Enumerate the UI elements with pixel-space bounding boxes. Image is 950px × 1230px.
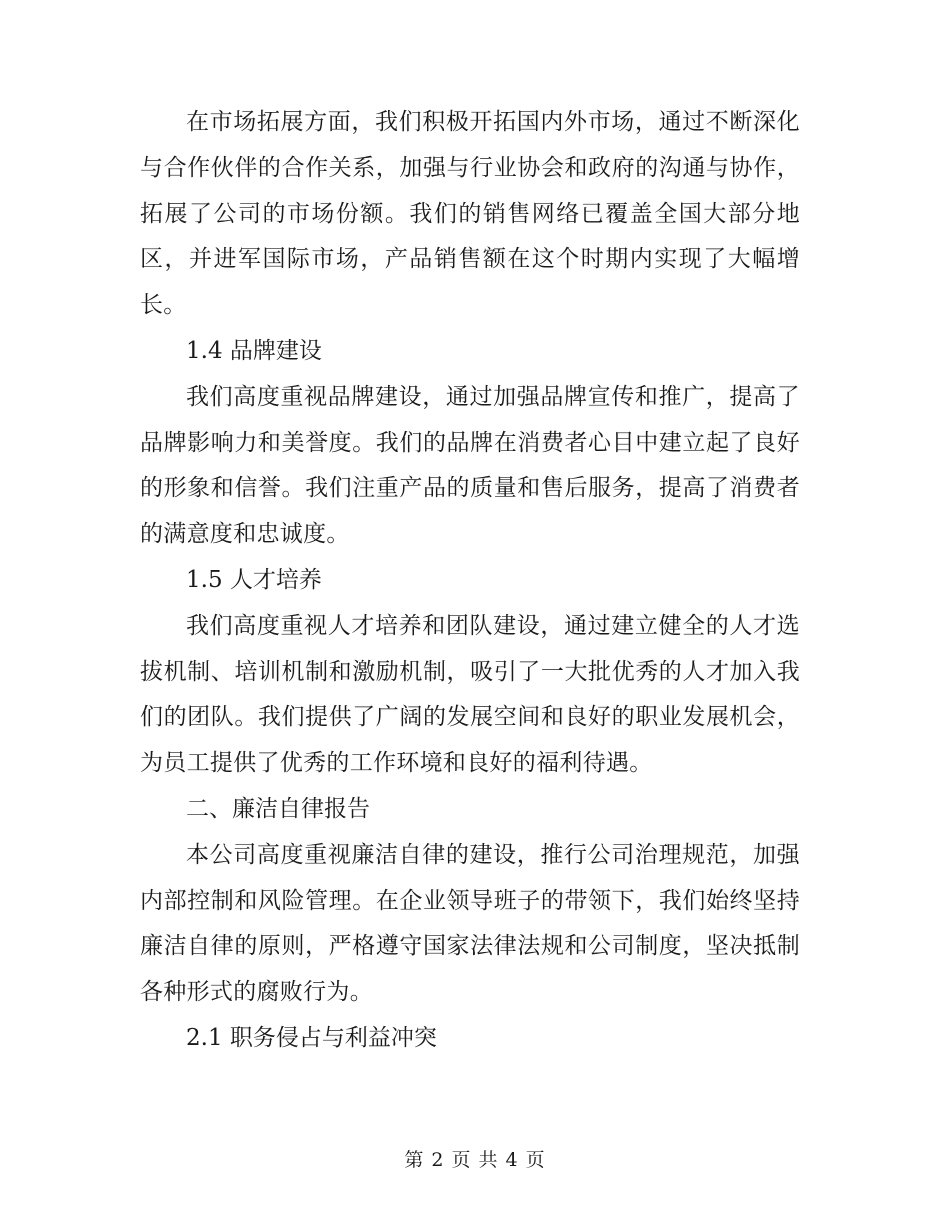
section-heading-embezzlement-conflict: 2.1 职务侵占与利益冲突 bbox=[186, 1024, 437, 1051]
paragraph-market-expansion: 在市场拓展方面，我们积极开拓国内外市场，通过不断深化与合作伙伴的合作关系，加强与行业协会和政府的沟通与协作，拓展了公司的市场份额。我们的销售网络已覆盖全国大部分地区，并进军国际市场，产品销售额在这个时期内实现了大幅增长。 bbox=[140, 109, 800, 319]
section-heading-talent-cultivation: 1.5 人才培养 bbox=[186, 566, 322, 593]
paragraph-brand-building: 我们高度重视品牌建设，通过加强品牌宣传和推广，提高了品牌影响力和美誉度。我们的品牌在消费者心目中建立起了良好的形象和信誉。我们注重产品的质量和售后服务，提高了消费者的满意度和忠诚度。 bbox=[140, 383, 800, 548]
section-heading-brand-building: 1.4 品牌建设 bbox=[186, 337, 322, 364]
section-heading-integrity-report: 二、廉洁自律报告 bbox=[186, 795, 370, 822]
paragraph-integrity-report: 本公司高度重视廉洁自律的建设，推行公司治理规范，加强内部控制和风险管理。在企业领导班子的带领下，我们始终坚持廉洁自律的原则，严格遵守国家法律法规和公司制度，坚决抵制各种形式的腐败行为。 bbox=[140, 841, 800, 1006]
paragraph-talent-cultivation: 我们高度重视人才培养和团队建设，通过建立健全的人才选拔机制、培训机制和激励机制，吸引了一大批优秀的人才加入我们的团队。我们提供了广阔的发展空间和良好的职业发展机会，为员工提供了优秀的工作环境和良好的福利待遇。 bbox=[140, 612, 800, 777]
document-body bbox=[140, 100, 800, 1062]
page-number-footer: 第 2 页 共 4 页 bbox=[404, 1149, 546, 1171]
